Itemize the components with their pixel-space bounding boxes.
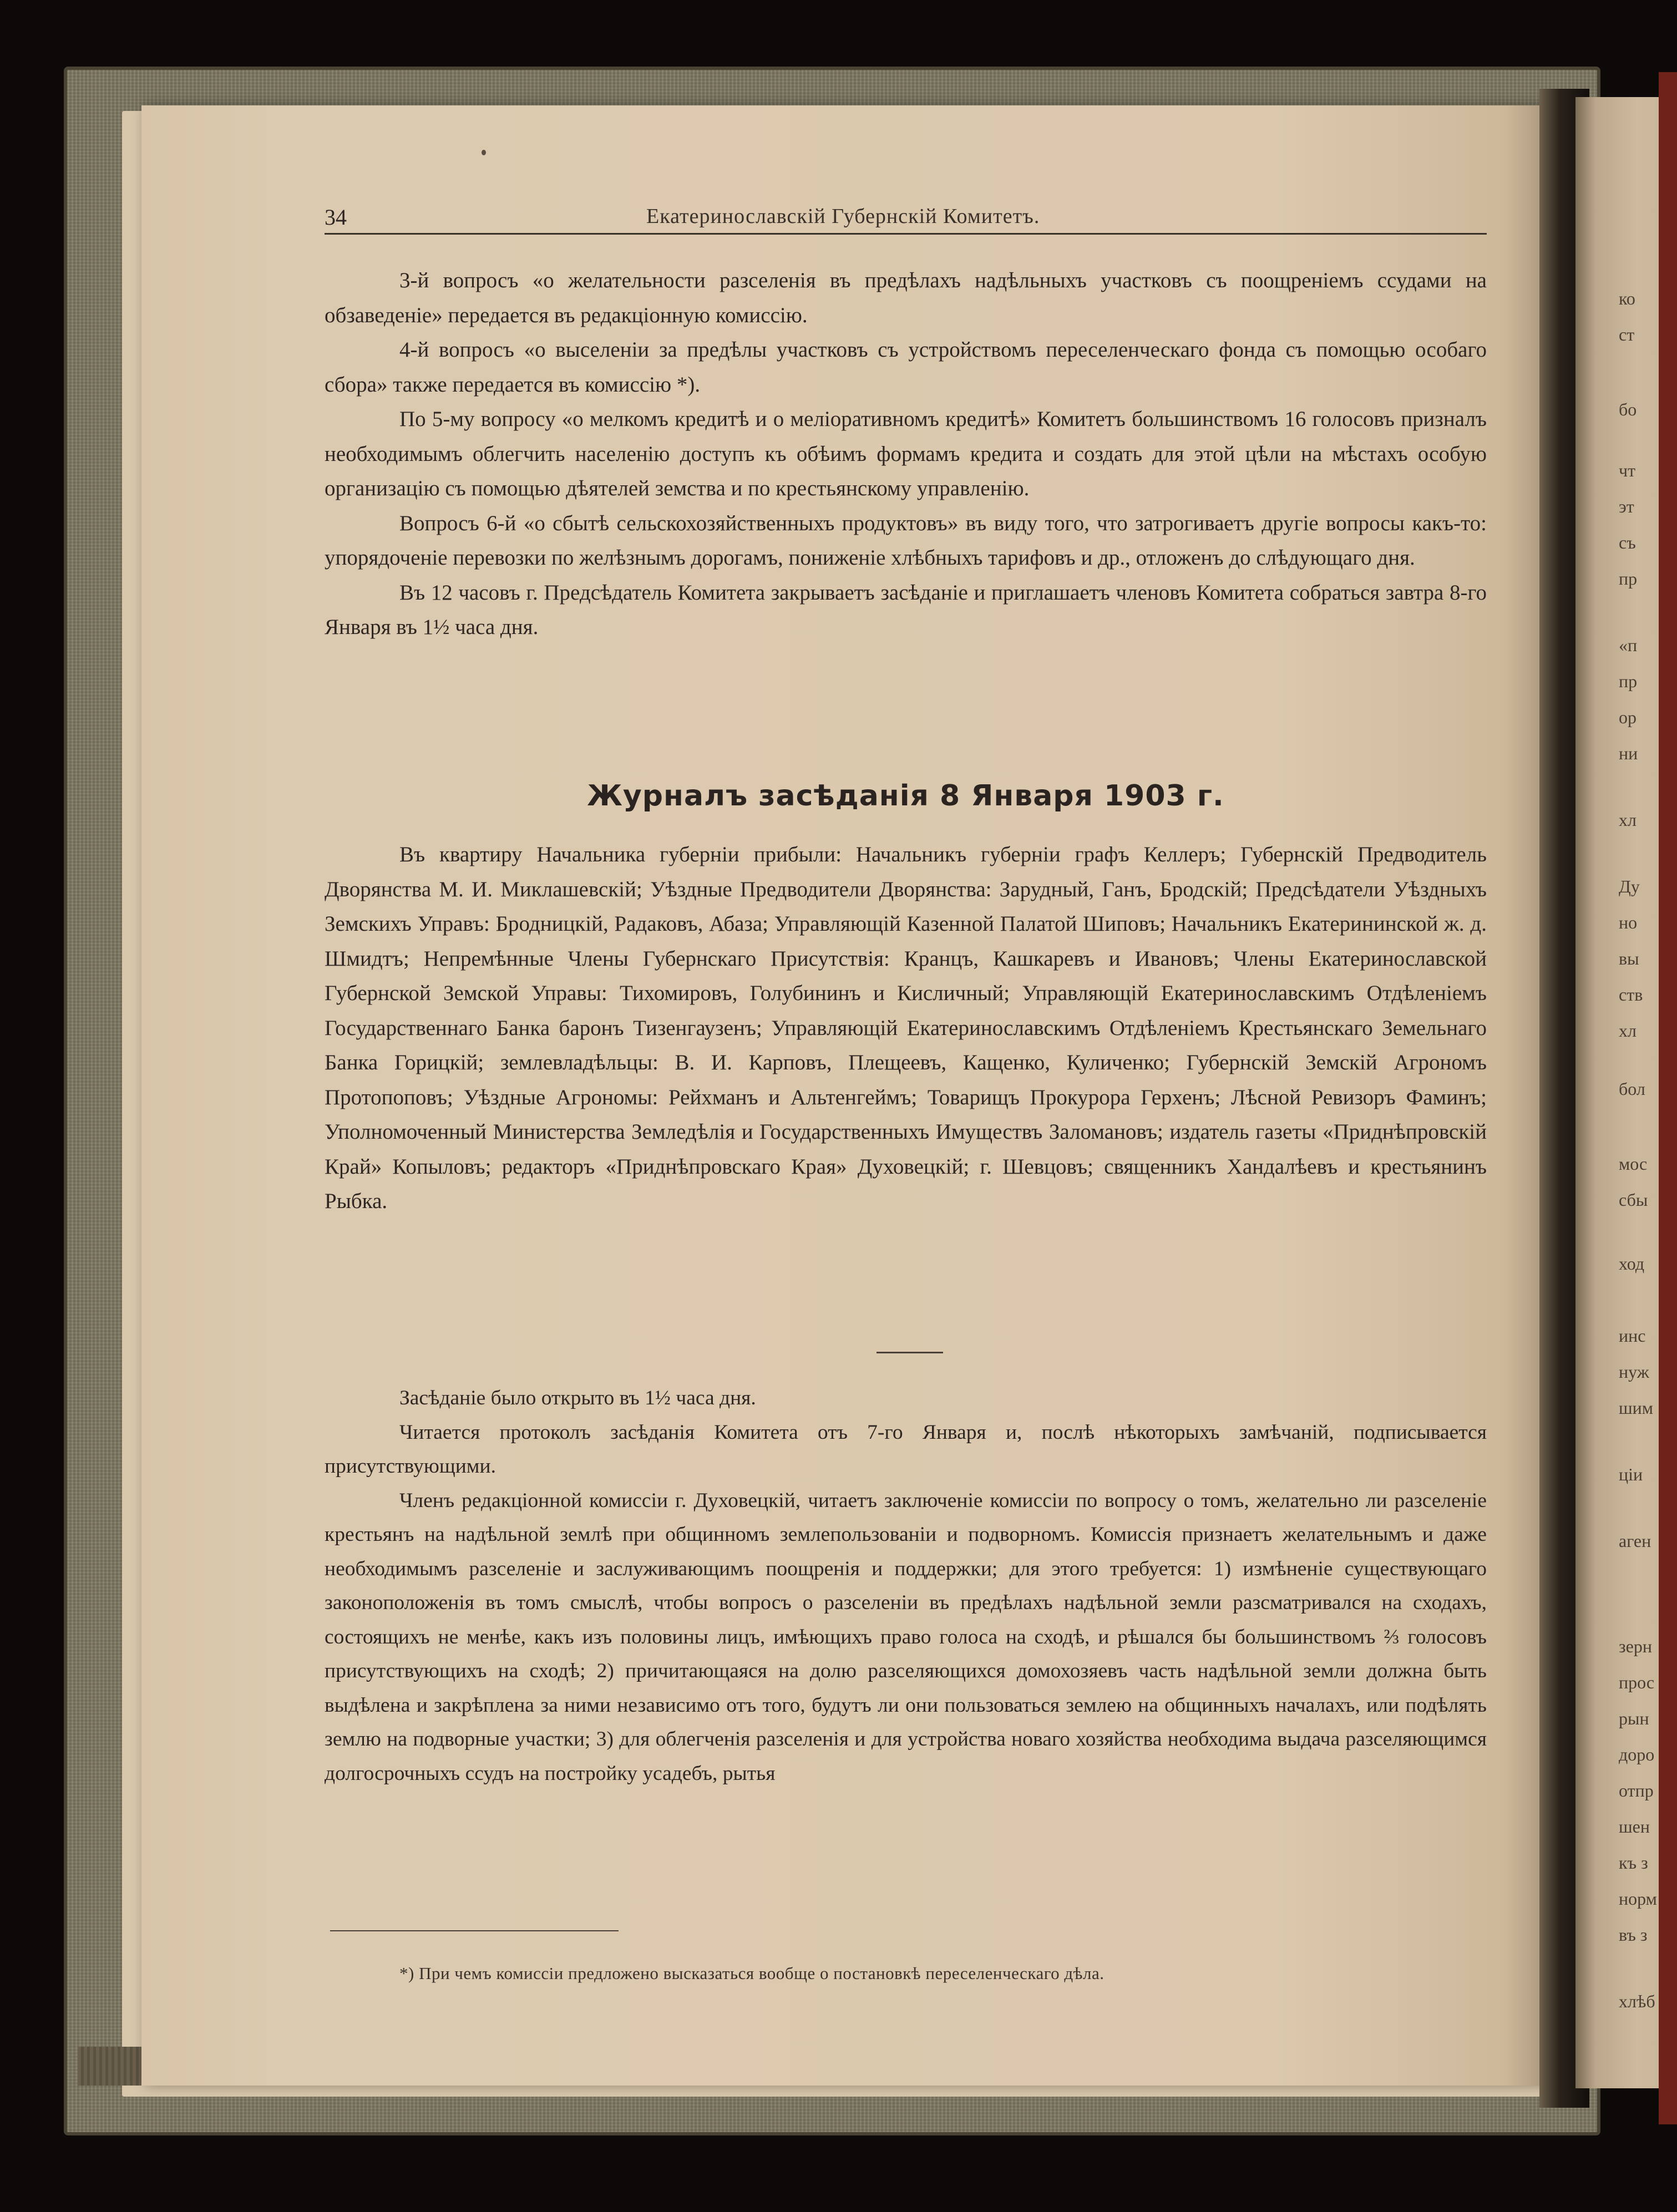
facing-page-fragment: прос — [1619, 1672, 1655, 1692]
page-header — [325, 204, 1489, 232]
section-divider — [877, 1352, 943, 1353]
paragraph: 3-й вопросъ «о желательности разселенія въ предѣлахъ надѣльныхъ участковъ съ поощреніемъ ссудами на обзаведеніе» передается въ редакціонную комиссію. — [325, 268, 1487, 327]
facing-page-fragment: но — [1619, 912, 1638, 932]
facing-page-fragment: бол — [1619, 1079, 1645, 1099]
facing-page-fragment: шен — [1619, 1817, 1650, 1836]
facing-page-fragment: отпр — [1619, 1780, 1654, 1800]
facing-page-fragment: хл — [1619, 1021, 1637, 1041]
footnote-rule — [330, 1930, 619, 1931]
facing-page-fragment: ст — [1619, 324, 1635, 344]
facing-page-fragment: хлѣб — [1619, 1991, 1655, 2011]
facing-page-fragment: ціи — [1619, 1464, 1643, 1484]
paragraph: Въ 12 часовъ г. Предсѣдатель Комитета закрываетъ засѣданіе и приглашаетъ членовъ Комитета собраться завтра 8-го Января въ 1½ часа дня. — [325, 580, 1487, 639]
facing-page-fragment: ход — [1619, 1254, 1645, 1274]
facing-page-fragment: хл — [1619, 810, 1637, 830]
facing-page-fragment: вы — [1619, 948, 1639, 968]
paragraph: Членъ редакціонной комиссіи г. Духовецкій, читаетъ заключеніе комиссіи по вопросу о томъ, желательно ли разселеніе крестьянъ на надѣльной землѣ при общинномъ землепользованіи и подворномъ. Комиссія признаетъ желательнымъ и даже необходимымъ разселеніе и заслуживающимъ поощренія и поддержки; для этого требуется: 1) измѣненіе существующаго законоположенія въ томъ смыслѣ, чтобы вопросъ о разселеніи въ предѣлахъ надѣльной земли разсматривался на сходахъ, состоящихъ не менѣе, какъ изъ половины лицъ, имѣющихъ право голоса на сходѣ, и рѣшался бы большинствомъ ⅔ голосовъ присутствующихъ на сходѣ; 2) причитающаяся на долю разселяющихся домохозяевъ часть надѣльной земли должна быть выдѣлена и закрѣплена за ними независимо отъ того, будутъ ли они пользоваться землею на общинныхъ началахъ, или подѣлять землю на подворные участки; 3) для облегченія разселенія и для устройства новаго хозяйства необходима выдача разселяющимся долгосрочныхъ ссудъ на постройку усадебъ, рытья — [325, 1489, 1487, 1785]
facing-page-fragment: ств — [1619, 985, 1643, 1004]
attendance-block — [325, 838, 1487, 1219]
facing-page-fragment: нуж — [1619, 1362, 1649, 1382]
running-head: Екатеринославскій Губернскій Комитетъ. — [646, 205, 1040, 228]
facing-page-fragment: съ — [1619, 532, 1636, 552]
paragraph: Читается протоколъ засѣданія Комитета отъ 7-го Января и, послѣ нѣкоторыхъ замѣчаній, подписывается присутствующими. — [325, 1420, 1487, 1478]
facing-page-fragment: Ду — [1619, 876, 1640, 896]
facing-page-fragment: мос — [1619, 1154, 1648, 1174]
header-rule — [325, 233, 1487, 235]
facing-page-fragment: эт — [1619, 496, 1634, 516]
paragraph: 4-й вопросъ «о выселеніи за предѣлы участковъ съ устройствомъ переселенческаго фонда съ помощью особаго сбора» также передается въ комиссію *). — [325, 338, 1487, 397]
ink-speck — [482, 150, 486, 155]
facing-page-fragment: шим — [1619, 1398, 1654, 1418]
facing-page-fragment: къ з — [1619, 1853, 1648, 1873]
facing-page-fragment: зерн — [1619, 1636, 1652, 1656]
facing-page-fragment: аген — [1619, 1531, 1651, 1551]
facing-page-fragment: пр — [1619, 671, 1638, 691]
facing-page-fragment: инс — [1619, 1326, 1646, 1346]
paragraph: Засѣданіе было открыто въ 1½ часа дня. — [399, 1387, 756, 1409]
bottom-text-block — [325, 1381, 1487, 1790]
attendance-paragraph: Въ квартиру Начальника губерніи прибыли: Начальникъ губерніи графъ Келлеръ; Губернскій Предводитель Дворянства М. И. Миклашевскій; Уѣздные Предводители Дворянства: Зарудный, Ганъ, Бродскій; Предсѣдатели Уѣздныхъ Земскихъ Управъ: Бродницкій, Радаковъ, Абаза; Управляющій Казенной Палатой Шиповъ; Начальникъ Екатерининской ж. д. Шмидтъ; Непремѣнные Члены Губернскаго Присутствія: Кранцъ, Кашкаревъ и Ивановъ; Члены Екатеринославской Губернской Земской Управы: Тихомировъ, Голубининъ и Кисличный; Управляющій Екатеринославскимъ Отдѣленіемъ Государственнаго Банка баронъ Тизенгаузенъ; Управляющій Екатеринославскимъ Отдѣленіемъ Крестьянскаго Земельнаго Банка Горицкій; землевладѣльцы: В. И. Карповъ, Плещеевъ, Кащенко, Куличенко; Губернскій Земскій Агрономъ Протопоповъ; Уѣздные Агрономы: Рейхманъ и Альтенгеймъ; Товарищъ Прокурора Герхенъ; Лѣсной Ревизоръ Фаминъ; Уполномоченный Министерства Земледѣлія и Государственныхъ Имуществъ Заломановъ; издатель газеты «Приднѣпровскій Край» Копыловъ; редакторъ «Приднѣпровскаго Края» Духовецкій; г. Шевцовъ; священникъ Хандалѣевъ и крестьянинъ Рыбка. — [325, 843, 1487, 1213]
section-title: Журналъ засѣданія 8 Января 1903 г. — [587, 779, 1224, 813]
facing-page-fragment: «п — [1619, 635, 1638, 655]
book-cover-edge — [1659, 72, 1677, 2124]
facing-page-fragment: пр — [1619, 569, 1638, 588]
facing-page-fragment: сбы — [1619, 1190, 1648, 1210]
facing-page-fragment: въ з — [1619, 1925, 1648, 1945]
facing-page-fragment: норм — [1619, 1889, 1657, 1909]
facing-page-fragment: ни — [1619, 743, 1638, 763]
top-text-block — [325, 263, 1487, 645]
facing-page-fragment: рын — [1619, 1708, 1649, 1728]
facing-page-fragment: доро — [1619, 1744, 1655, 1764]
paragraph: По 5-му вопросу «о мелкомъ кредитѣ и о меліоративномъ кредитѣ» Комитетъ большинствомъ 16 голосовъ призналъ необходимымъ облегчить населенію доступъ къ обѣимъ формамъ кредита и создать для этой цѣли на мѣстахъ особую организацію съ помощью дѣятелей земства и по крестьянскому управленію. — [325, 407, 1487, 500]
facing-page-fragment: чт — [1619, 460, 1636, 480]
footnote: *) При чемъ комиссіи предложено высказаться вообще о постановкѣ переселенческаго дѣла. — [399, 1964, 1105, 1983]
paragraph: Вопросъ 6-й «о сбытѣ сельскохозяйственныхъ продуктовъ» въ виду того, что затрогиваетъ другіе вопросы какъ-то: упорядоченіе перевозки по желѣзнымъ дорогамъ, пониженіе хлѣбныхъ тарифовъ и др., отложенъ до слѣдующаго дня. — [325, 511, 1487, 570]
page-number: 34 — [325, 205, 347, 230]
facing-page-fragment: ор — [1619, 707, 1637, 727]
facing-page-fragment: бо — [1619, 399, 1637, 419]
facing-page-fragment: ко — [1619, 288, 1635, 308]
